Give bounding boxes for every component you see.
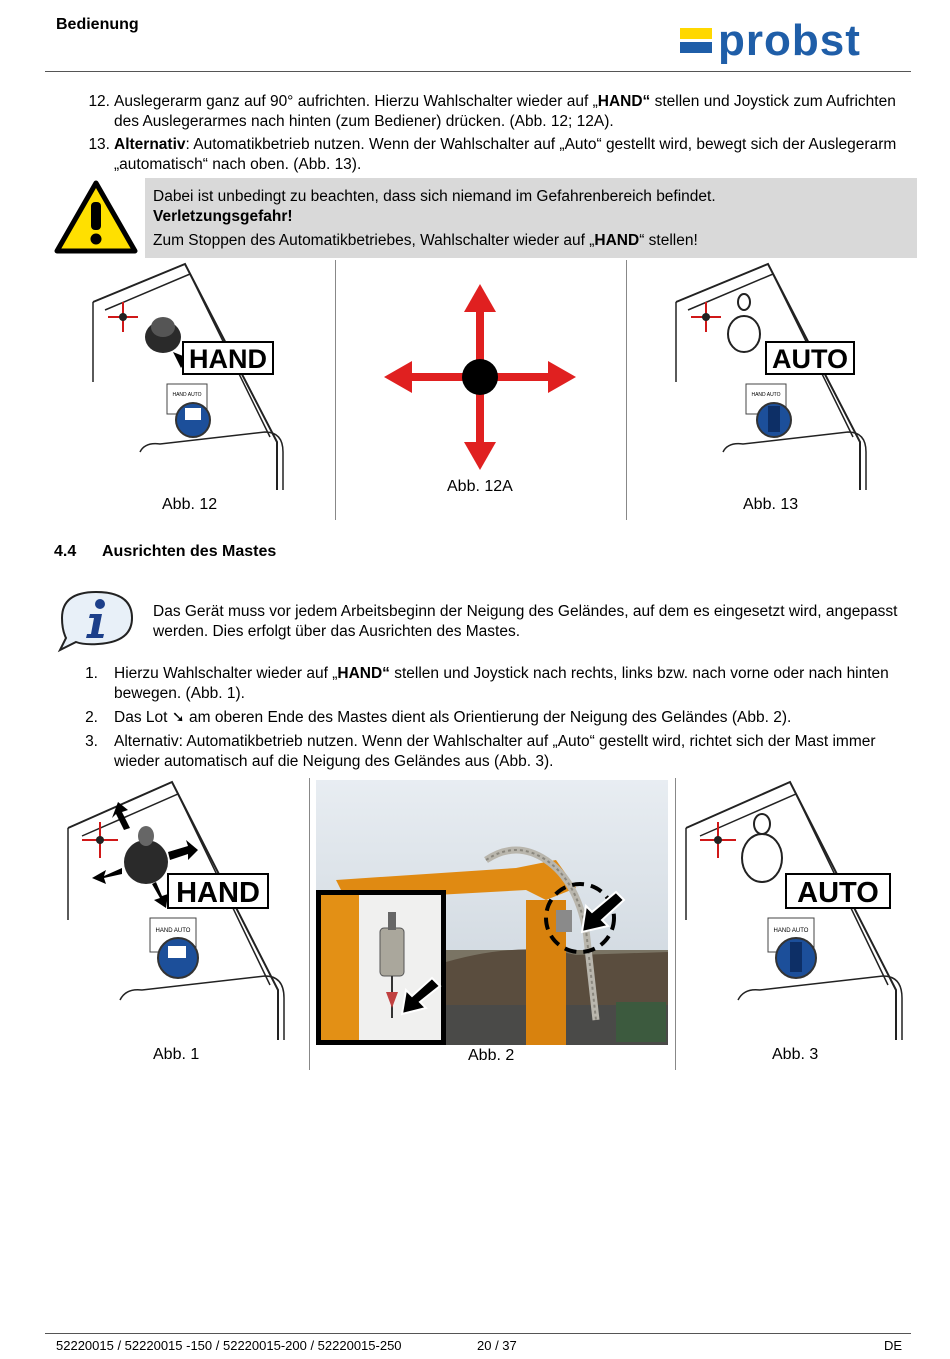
selector-labels: HAND AUTO (773, 928, 809, 934)
figure-caption: Abb. 12 (162, 496, 218, 513)
figure-divider (626, 260, 627, 520)
figure-caption: Abb. 13 (743, 496, 799, 513)
step-number: 2. (85, 709, 98, 726)
figure-control-panel-hand (85, 262, 290, 492)
footer-page-number: 20 / 37 (477, 1338, 517, 1353)
step-text: Alternativ: Automatikbetrieb nutzen. Wenn der Wahlschalter auf „Auto“ gestellt wird, bewegt sich der Auslegerarm „automatisch“ nach oben. (Abb. 13). (114, 136, 897, 173)
figure-direction-arrows (380, 280, 580, 475)
info-text: Das Gerät muss vor jedem Arbeitsbeginn der Neigung des Geländes, auf dem es eingesetzt wird, angepasst werden. Dies erfolgt über das Ausrichten des Mastes. (153, 603, 898, 640)
step-item-13 (80, 135, 910, 175)
step-text: Das Lot ➘ am oberen Ende des Mastes dient als Orientierung der Neigung des Geländes (Abb. 2). (114, 709, 792, 726)
logo-text: probst (718, 18, 861, 65)
header-divider (45, 71, 911, 72)
figure-caption: Abb. 12A (447, 478, 513, 495)
figure-control-panel-auto-mast (678, 780, 908, 1042)
auto-label: AUTO (771, 344, 849, 374)
figure-photo-mast-plumb (316, 780, 668, 1045)
page-header-title: Bedienung (56, 16, 139, 33)
step-item-1 (80, 664, 910, 704)
warning-line-1: Dabei ist unbedingt zu beachten, dass sich niemand im Gefahrenbereich befindet. (153, 188, 716, 205)
section-number: 4.4 (54, 543, 77, 560)
figure-caption: Abb. 2 (468, 1047, 515, 1064)
figure-control-panel-auto (668, 262, 873, 492)
step-text: Alternativ: Automatikbetrieb nutzen. Wenn der Wahlschalter auf „Auto“ gestellt wird, richtet sich der Mast immer wieder automatisch auf die Neigung des Geländes aus (Abb. 3). (114, 733, 876, 770)
step-number: 12. (88, 93, 110, 110)
warning-line-3: Zum Stoppen des Automatikbetriebes, Wahlschalter wieder auf „HAND“ stellen! (153, 232, 698, 249)
warning-line-2: Verletzungsgefahr! (153, 208, 293, 225)
hand-label: HAND (189, 344, 267, 374)
selector-labels: HAND AUTO (155, 928, 191, 934)
figure-control-panel-hand-4dir (60, 780, 290, 1042)
selector-labels: HAND AUTO (172, 392, 202, 398)
probst-logo (680, 18, 905, 66)
figure-divider (309, 778, 310, 1070)
step-item-3 (80, 732, 910, 772)
selector-labels: HAND AUTO (751, 392, 781, 398)
step-text: Auslegerarm ganz auf 90° aufrichten. Hierzu Wahlschalter wieder auf „HAND“ stellen und Joystick zum Aufrichten des Auslegerarmes nach hinten (zum Bediener) drücken. (Abb. 12; 12A). (114, 93, 896, 130)
figure-divider (675, 778, 676, 1070)
figure-divider (335, 260, 336, 520)
step-number: 3. (85, 733, 98, 750)
footer-language: DE (884, 1338, 903, 1353)
info-icon (54, 588, 136, 654)
hand-label: HAND (176, 877, 260, 909)
step-number: 1. (85, 665, 98, 682)
step-item-2 (80, 708, 910, 728)
section-title: Ausrichten des Mastes (102, 543, 277, 560)
step-text: Hierzu Wahlschalter wieder auf „HAND“ stellen und Joystick nach rechts, links bzw. nach vorne oder nach hinten bewegen. (Abb. 1). (114, 665, 889, 702)
plumb-arrow-icon: ➘ (171, 709, 185, 726)
step-number: 13. (88, 136, 110, 153)
footer-doc-numbers: 52220015 / 52220015 -150 / 52220015-200 / 52220015-250 (56, 1338, 402, 1353)
warning-triangle-icon (54, 180, 138, 254)
auto-label: AUTO (797, 877, 879, 909)
footer-divider (45, 1333, 911, 1334)
warning-box (145, 178, 917, 258)
figure-caption: Abb. 1 (153, 1046, 200, 1063)
figure-caption: Abb. 3 (772, 1046, 819, 1063)
step-item-12 (80, 92, 910, 132)
